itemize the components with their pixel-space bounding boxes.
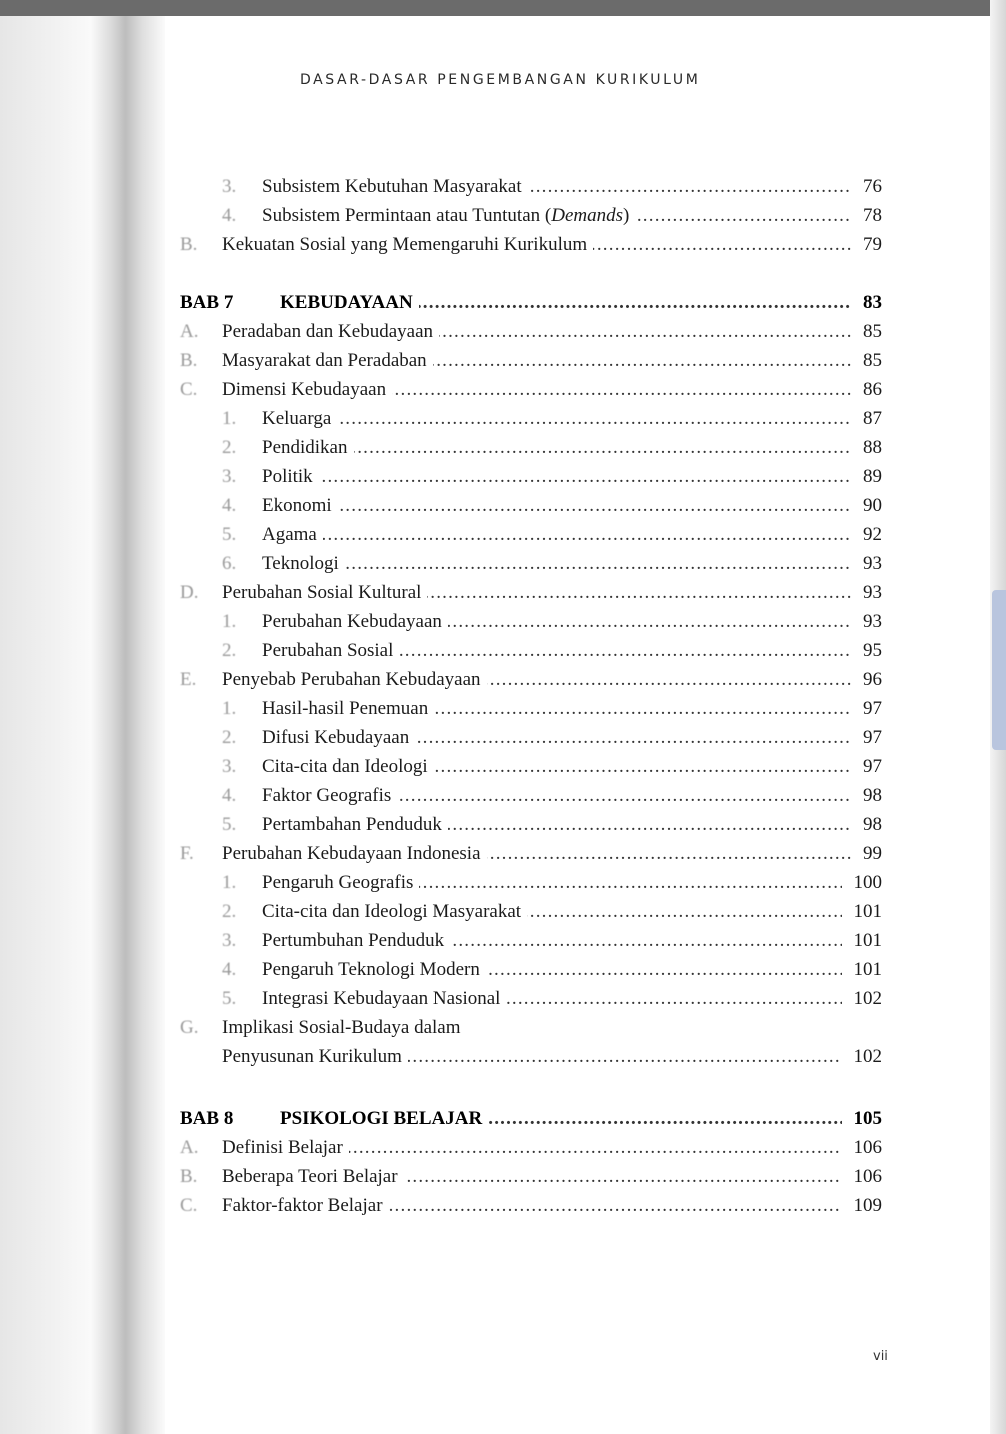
toc-page-number: 98 — [863, 814, 882, 835]
toc-title: Beberapa Teori Belajar — [222, 1166, 404, 1188]
dot-leader — [262, 524, 852, 546]
toc-title: Hasil-hasil Penemuan — [262, 698, 434, 720]
toc-page-number: 101 — [853, 901, 882, 922]
toc-entry — [180, 553, 882, 579]
toc-marker: 5. — [222, 988, 237, 1009]
toc-marker: 3. — [222, 756, 237, 777]
toc-page-number: 92 — [863, 524, 882, 545]
toc-entry — [180, 1137, 882, 1163]
toc-entry — [180, 408, 882, 434]
toc-entry — [180, 466, 882, 492]
toc-title: Subsistem Permintaan atau Tuntutan (Demands) — [262, 205, 635, 227]
toc-marker: 1. — [222, 872, 237, 893]
toc-page-number: 86 — [863, 379, 882, 400]
toc-title: Perubahan Sosial — [262, 640, 399, 662]
running-header: DASAR-DASAR PENGEMBANGAN KURIKULUM — [300, 72, 701, 88]
toc-entry — [180, 582, 882, 608]
toc-entry — [180, 437, 882, 463]
toc-entry — [180, 176, 882, 202]
toc-title: Pendidikan — [262, 437, 354, 459]
toc-marker: 4. — [222, 959, 237, 980]
toc-page-number: 78 — [863, 205, 882, 226]
page-tab-marker — [992, 590, 1006, 750]
toc-title: Perubahan Sosial Kultural — [222, 582, 427, 604]
toc-title: Keluarga — [262, 408, 337, 430]
toc-title: Dimensi Kebudayaan — [222, 379, 392, 401]
toc-entry — [180, 814, 882, 840]
toc-title: Pengaruh Geografis — [262, 872, 419, 894]
toc-marker: 2. — [222, 640, 237, 661]
toc-title: Implikasi Sosial-Budaya dalam — [222, 1017, 467, 1039]
dot-leader — [262, 495, 852, 517]
toc-page-number: 97 — [863, 698, 882, 719]
toc-entry — [180, 756, 882, 782]
scan-top-edge — [0, 0, 1006, 16]
toc-title: Politik — [262, 466, 319, 488]
toc-title: Subsistem Kebutuhan Masyarakat — [262, 176, 528, 198]
toc-page-number: 99 — [863, 843, 882, 864]
toc-marker: 4. — [222, 205, 237, 226]
toc-page-number: 101 — [853, 930, 882, 951]
toc-entry — [180, 843, 882, 869]
toc-entry — [180, 350, 882, 376]
toc-entry — [180, 495, 882, 521]
toc-page-number: 85 — [863, 350, 882, 371]
page-folio: vii — [873, 1349, 888, 1364]
toc-title: Penyusunan Kurikulum — [222, 1046, 408, 1068]
toc-marker: 4. — [222, 785, 237, 806]
toc-page-number: 93 — [863, 553, 882, 574]
toc-page-number: 79 — [863, 234, 882, 255]
toc-title: Pertambahan Penduduk — [262, 814, 448, 836]
toc-marker: 1. — [222, 408, 237, 429]
toc-entry — [180, 234, 882, 260]
toc-marker: 5. — [222, 524, 237, 545]
toc-entry — [180, 640, 882, 666]
toc-page-number: 83 — [863, 292, 882, 313]
toc-marker: 5. — [222, 814, 237, 835]
toc-page-number: 101 — [853, 959, 882, 980]
toc-entry — [180, 901, 882, 927]
toc-page-number: 88 — [863, 437, 882, 458]
toc-title: Masyarakat dan Peradaban — [222, 350, 433, 372]
toc-marker: 2. — [222, 901, 237, 922]
toc-page-number: 97 — [863, 756, 882, 777]
toc-entry — [180, 988, 882, 1014]
toc-marker: A. — [180, 321, 199, 342]
toc-marker: B. — [180, 1166, 198, 1187]
toc-title: KEBUDAYAAN — [280, 292, 419, 314]
toc-title: Cita-cita dan Ideologi Masyarakat — [262, 901, 527, 923]
toc-entry — [180, 727, 882, 753]
toc-marker: B. — [180, 234, 198, 255]
toc-page-number: 102 — [853, 1046, 882, 1067]
toc-title: Integrasi Kebudayaan Nasional — [262, 988, 506, 1010]
toc-page-number: 100 — [853, 872, 882, 893]
toc-page-number: 95 — [863, 640, 882, 661]
toc-entry — [180, 379, 882, 405]
toc-marker: F. — [180, 843, 194, 864]
toc-page-number: 106 — [853, 1166, 882, 1187]
toc-title: Difusi Kebudayaan — [262, 727, 415, 749]
toc-marker: 6. — [222, 553, 237, 574]
toc-entry — [180, 611, 882, 637]
toc-entry — [180, 1166, 882, 1192]
toc-page-number: 105 — [853, 1108, 882, 1129]
toc-title: PSIKOLOGI BELAJAR — [280, 1108, 488, 1130]
toc-marker: 2. — [222, 437, 237, 458]
toc-marker: C. — [180, 379, 198, 400]
toc-marker: C. — [180, 1195, 198, 1216]
toc-title: Pengaruh Teknologi Modern — [262, 959, 486, 981]
toc-page-number: 87 — [863, 408, 882, 429]
toc-entry — [180, 1195, 882, 1221]
toc-page-number: 106 — [853, 1137, 882, 1158]
toc-entry — [180, 321, 882, 347]
toc-marker: 1. — [222, 698, 237, 719]
toc-marker: 3. — [222, 466, 237, 487]
dot-leader — [262, 553, 852, 575]
toc-title: Kekuatan Sosial yang Memengaruhi Kurikulum — [222, 234, 593, 256]
toc-entry — [180, 698, 882, 724]
toc-title: Teknologi — [262, 553, 345, 575]
toc-title: Ekonomi — [262, 495, 338, 517]
toc-entry — [180, 959, 882, 985]
toc-entry — [180, 205, 882, 231]
toc-page-number: 98 — [863, 785, 882, 806]
toc-entry — [180, 872, 882, 898]
toc-title: Definisi Belajar — [222, 1137, 349, 1159]
toc-page-number: 97 — [863, 727, 882, 748]
toc-page-number: 109 — [853, 1195, 882, 1216]
toc-page-number: 90 — [863, 495, 882, 516]
toc-page-number: 93 — [863, 582, 882, 603]
toc-title: Pertumbuhan Penduduk — [262, 930, 450, 952]
toc-chapter-row — [180, 1108, 882, 1134]
toc-page-number: 93 — [863, 611, 882, 632]
toc-marker: 2. — [222, 727, 237, 748]
toc-title: Faktor-faktor Belajar — [222, 1195, 389, 1217]
toc-entry — [180, 669, 882, 695]
toc-entry — [180, 1046, 882, 1072]
toc-page-number: 76 — [863, 176, 882, 197]
toc-marker: 3. — [222, 176, 237, 197]
toc-marker: BAB 8 — [180, 1108, 234, 1129]
toc-marker: D. — [180, 582, 199, 603]
toc-marker: A. — [180, 1137, 199, 1158]
dot-leader — [262, 466, 852, 488]
toc-entry — [180, 785, 882, 811]
toc-entry — [180, 1017, 882, 1043]
toc-marker: 1. — [222, 611, 237, 632]
toc-title: Faktor Geografis — [262, 785, 397, 807]
toc-title: Agama — [262, 524, 323, 546]
toc-page-number: 96 — [863, 669, 882, 690]
left-page-fragment — [0, 0, 130, 1434]
toc-title: Peradaban dan Kebudayaan — [222, 321, 439, 343]
toc-title: Perubahan Kebudayaan Indonesia — [222, 843, 487, 865]
toc-title: Penyebab Perubahan Kebudayaan — [222, 669, 487, 691]
toc-marker: B. — [180, 350, 198, 371]
toc-entry — [180, 930, 882, 956]
toc-page-number: 85 — [863, 321, 882, 342]
toc-marker: BAB 7 — [180, 292, 234, 313]
toc-marker: 4. — [222, 495, 237, 516]
toc-marker: E. — [180, 669, 197, 690]
toc-title: Cita-cita dan Ideologi — [262, 756, 434, 778]
toc-marker: G. — [180, 1017, 199, 1038]
toc-entry — [180, 524, 882, 550]
toc-page-number: 89 — [863, 466, 882, 487]
toc-chapter-row — [180, 292, 882, 318]
toc-marker: 3. — [222, 930, 237, 951]
toc-page-number: 102 — [853, 988, 882, 1009]
dot-leader — [262, 408, 852, 430]
toc-title: Perubahan Kebudayaan — [262, 611, 448, 633]
